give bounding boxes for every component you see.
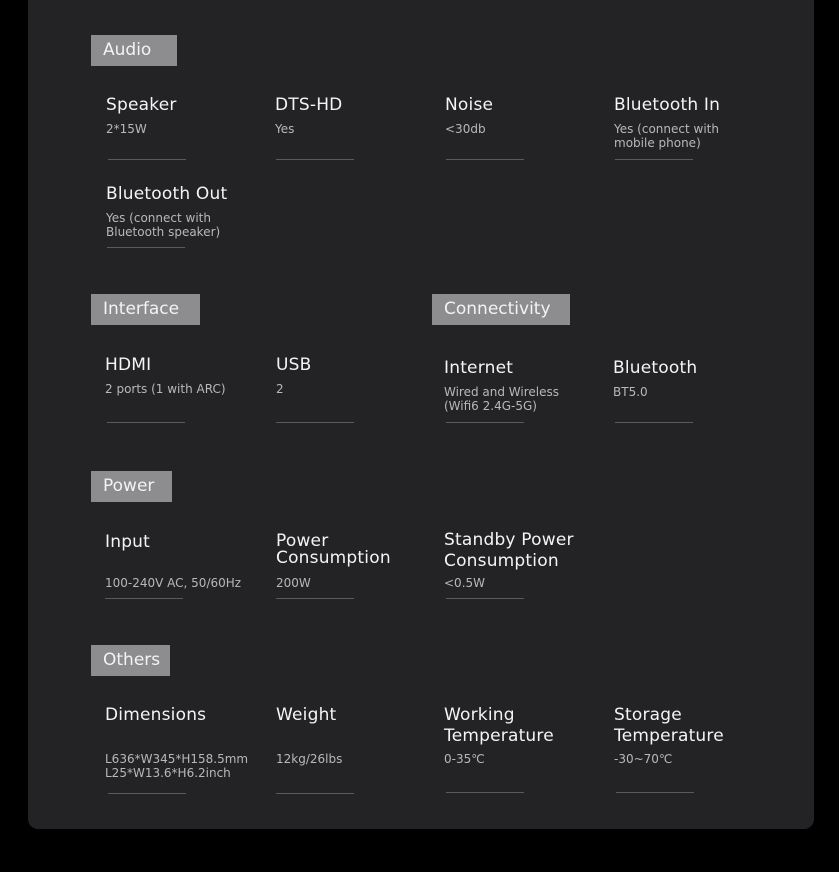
spec-internet [444,358,604,413]
section-tag-interface: Interface [91,294,200,325]
spec-name: DTS-HD [275,95,343,115]
spec-name: Bluetooth In [614,95,721,115]
divider [107,422,185,423]
divider [108,793,186,794]
spec-name: Internet [444,358,514,378]
spec-standby-power [444,530,624,590]
spec-usb [276,355,436,396]
spec-value: 100-240V AC, 50/60Hz [105,576,242,590]
spec-name: Working Temperature [444,705,554,746]
spec-name: Weight [276,705,337,725]
divider [276,422,354,423]
spec-bluetooth-in [614,95,774,150]
divider [446,159,524,160]
divider [615,422,693,423]
spec-name: Speaker [106,95,177,115]
spec-value: -30~70℃ [614,752,673,766]
divider [616,792,694,793]
divider [615,159,693,160]
spec-value: Yes [275,122,295,136]
divider [107,247,185,248]
spec-value: <0.5W [444,576,486,590]
spec-value: L636*W345*H158.5mm L25*W13.6*H6.2inch [105,752,249,780]
spec-name: Noise [445,95,494,115]
spec-value: 2 [276,382,284,396]
divider [446,598,524,599]
spec-name: Power Consumption [276,531,391,568]
divider [446,422,524,423]
spec-value: 2 ports (1 with ARC) [105,382,226,396]
section-tag-power: Power [91,471,172,502]
spec-name: Bluetooth [613,358,698,378]
spec-value: <30db [445,122,486,136]
divider [108,159,186,160]
spec-power-consumption [276,531,436,590]
spec-name: Bluetooth Out [106,184,228,204]
spec-value: 12kg/26lbs [276,752,343,766]
spec-hdmi [105,355,265,396]
spec-name: Standby Power Consumption [444,530,574,571]
spec-value: 0-35℃ [444,752,485,766]
divider [446,792,524,793]
spec-weight [276,705,436,766]
spec-name: HDMI [105,355,152,375]
spec-value: 200W [276,576,311,590]
spec-name: Storage Temperature [614,705,724,746]
divider [276,598,354,599]
divider [276,159,354,160]
spec-value: 2*15W [106,122,147,136]
spec-name: USB [276,355,312,375]
section-tag-others: Others [91,645,170,676]
spec-value: BT5.0 [613,385,648,399]
spec-value: Wired and Wireless (Wifi6 2.4G-5G) [444,385,560,413]
spec-value: Yes (connect with mobile phone) [614,122,719,150]
spec-name: Input [105,532,151,552]
spec-bluetooth [613,358,773,399]
spec-working-temperature [444,705,604,766]
divider [105,598,183,599]
spec-storage-temperature [614,705,774,766]
spec-value: Yes (connect with Bluetooth speaker) [106,211,221,239]
spec-input [105,532,270,590]
section-tag-audio: Audio [91,35,177,66]
section-tag-connectivity: Connectivity [432,294,570,325]
divider [276,793,354,794]
spec-noise [445,95,605,136]
spec-dimensions [105,705,270,780]
spec-speaker [106,95,266,136]
spec-dts-hd [275,95,435,136]
spec-bluetooth-out [106,184,286,239]
spec-name: Dimensions [105,705,207,725]
